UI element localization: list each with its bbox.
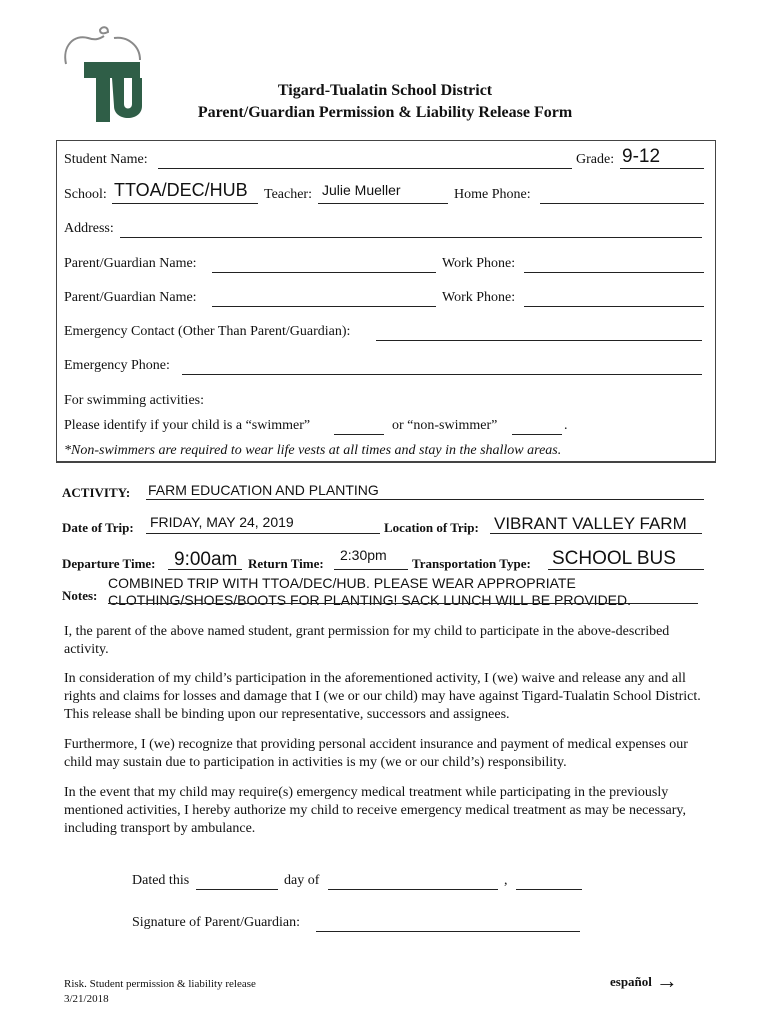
work-phone-1-label: Work Phone: bbox=[442, 256, 516, 271]
swimmer-field[interactable] bbox=[334, 434, 384, 435]
dated-day-field[interactable] bbox=[196, 889, 278, 890]
guardian-name-2-field[interactable] bbox=[212, 306, 436, 307]
trip-date-value: FRIDAY, MAY 24, 2019 bbox=[150, 514, 294, 530]
activity-label: ACTIVITY: bbox=[62, 485, 131, 500]
non-swimmer-question: or “non-swimmer” bbox=[392, 418, 498, 433]
district-name: Tigard-Tualatin School District bbox=[277, 82, 493, 99]
emergency-phone-label: Emergency Phone: bbox=[64, 358, 170, 373]
notes-field[interactable] bbox=[108, 603, 698, 604]
trip-date-field[interactable] bbox=[146, 533, 380, 534]
trip-location-label: Location of Trip: bbox=[384, 520, 479, 535]
arrow-right-icon: → bbox=[655, 968, 678, 993]
date-comma: , bbox=[504, 873, 508, 888]
trip-location-value: VIBRANT VALLEY FARM bbox=[494, 514, 687, 533]
permission-paragraph: I, the parent of the above named student, grant permission for my child to participate in the above-described activity. bbox=[64, 624, 670, 657]
footer-date: 3/21/2018 bbox=[64, 993, 109, 1005]
school-value: TTOA/DEC/HUB bbox=[114, 180, 248, 200]
non-swimmer-note: *Non-swimmers are required to wear life vests at all times and stay in the shallow areas. bbox=[64, 443, 562, 458]
work-phone-1-field[interactable] bbox=[524, 272, 704, 273]
form-title: Parent/Guardian Permission & Liability Release Form bbox=[197, 104, 573, 121]
return-time-value: 2:30pm bbox=[340, 547, 387, 563]
guardian-name-1-field[interactable] bbox=[212, 272, 436, 273]
emergency-phone-field[interactable] bbox=[182, 374, 702, 375]
home-phone-field[interactable] bbox=[540, 203, 704, 204]
transportation-type-label: Transportation Type: bbox=[412, 556, 531, 571]
work-phone-2-field[interactable] bbox=[524, 306, 704, 307]
home-phone-label: Home Phone: bbox=[454, 187, 531, 202]
swimmer-question: Please identify if your child is a “swimmer” bbox=[64, 418, 311, 433]
work-phone-2-label: Work Phone: bbox=[442, 290, 516, 305]
dated-year-field[interactable] bbox=[516, 889, 582, 890]
non-swimmer-field[interactable] bbox=[512, 434, 562, 435]
dated-this-label: Dated this bbox=[132, 873, 190, 888]
insurance-paragraph: Furthermore, I (we) recognize that providing personal accident insurance and payment of medical expenses our child may sustain due to participation in activities is my (we or our child’s) responsibility. bbox=[64, 737, 688, 770]
dated-month-field[interactable] bbox=[328, 889, 498, 890]
departure-time-value: 9:00am bbox=[174, 549, 238, 570]
day-of-label: day of bbox=[284, 873, 320, 888]
espanol-link[interactable] bbox=[610, 968, 678, 994]
grade-label: Grade: bbox=[576, 152, 615, 167]
activity-field[interactable] bbox=[146, 499, 704, 500]
notes-line-1: COMBINED TRIP WITH TTOA/DEC/HUB. PLEASE WEAR APPROPRIATE bbox=[108, 575, 576, 591]
espanol-link-label: español bbox=[610, 974, 652, 989]
address-label: Address: bbox=[64, 221, 114, 236]
signature-field[interactable] bbox=[316, 931, 580, 932]
swimmer-question-end: . bbox=[564, 418, 568, 433]
medical-paragraph: In the event that my child may require(s) emergency medical treatment while participating in the previously mentioned activities, I hereby authorize my child to receive emergency medical treatment as may be necessary, including transport by ambulance. bbox=[64, 785, 686, 836]
school-label: School: bbox=[64, 187, 107, 202]
activity-value: FARM EDUCATION AND PLANTING bbox=[148, 482, 379, 498]
trip-date-label: Date of Trip: bbox=[62, 520, 134, 535]
swimming-heading: For swimming activities: bbox=[64, 393, 204, 408]
teacher-label: Teacher: bbox=[264, 187, 312, 202]
guardian-name-2-label: Parent/Guardian Name: bbox=[64, 290, 197, 305]
grade-value: 9-12 bbox=[622, 146, 661, 167]
return-time-label: Return Time: bbox=[248, 556, 324, 571]
teacher-field[interactable] bbox=[318, 203, 448, 204]
emergency-contact-field[interactable] bbox=[376, 340, 702, 341]
notes-line-2: CLOTHING/SHOES/BOOTS FOR PLANTING! SACK LUNCH WILL BE PROVIDED. bbox=[108, 592, 632, 608]
notes-label: Notes: bbox=[62, 588, 98, 603]
student-name-field[interactable] bbox=[158, 168, 572, 169]
school-field[interactable] bbox=[112, 203, 258, 204]
student-name-label: Student Name: bbox=[64, 152, 148, 167]
teacher-value: Julie Mueller bbox=[322, 182, 401, 198]
waiver-paragraph: In consideration of my child’s participation in the aforementioned activity, I (we) waive and release any and all rights and claims for losses and damage that I (we or our child) may have against Tigard-Tualatin School District. This release shall be binding upon our representative, successors and assignees. bbox=[64, 671, 701, 722]
emergency-contact-label: Emergency Contact (Other Than Parent/Guardian): bbox=[64, 324, 351, 339]
signature-label: Signature of Parent/Guardian: bbox=[132, 915, 300, 930]
footer-doc-name: Risk. Student permission & liability release bbox=[64, 978, 256, 990]
address-field[interactable] bbox=[120, 237, 702, 238]
grade-field[interactable] bbox=[620, 168, 704, 169]
guardian-name-1-label: Parent/Guardian Name: bbox=[64, 256, 197, 271]
transportation-type-value: SCHOOL BUS bbox=[552, 548, 676, 569]
departure-time-label: Departure Time: bbox=[62, 556, 156, 571]
return-time-field[interactable] bbox=[334, 569, 408, 570]
